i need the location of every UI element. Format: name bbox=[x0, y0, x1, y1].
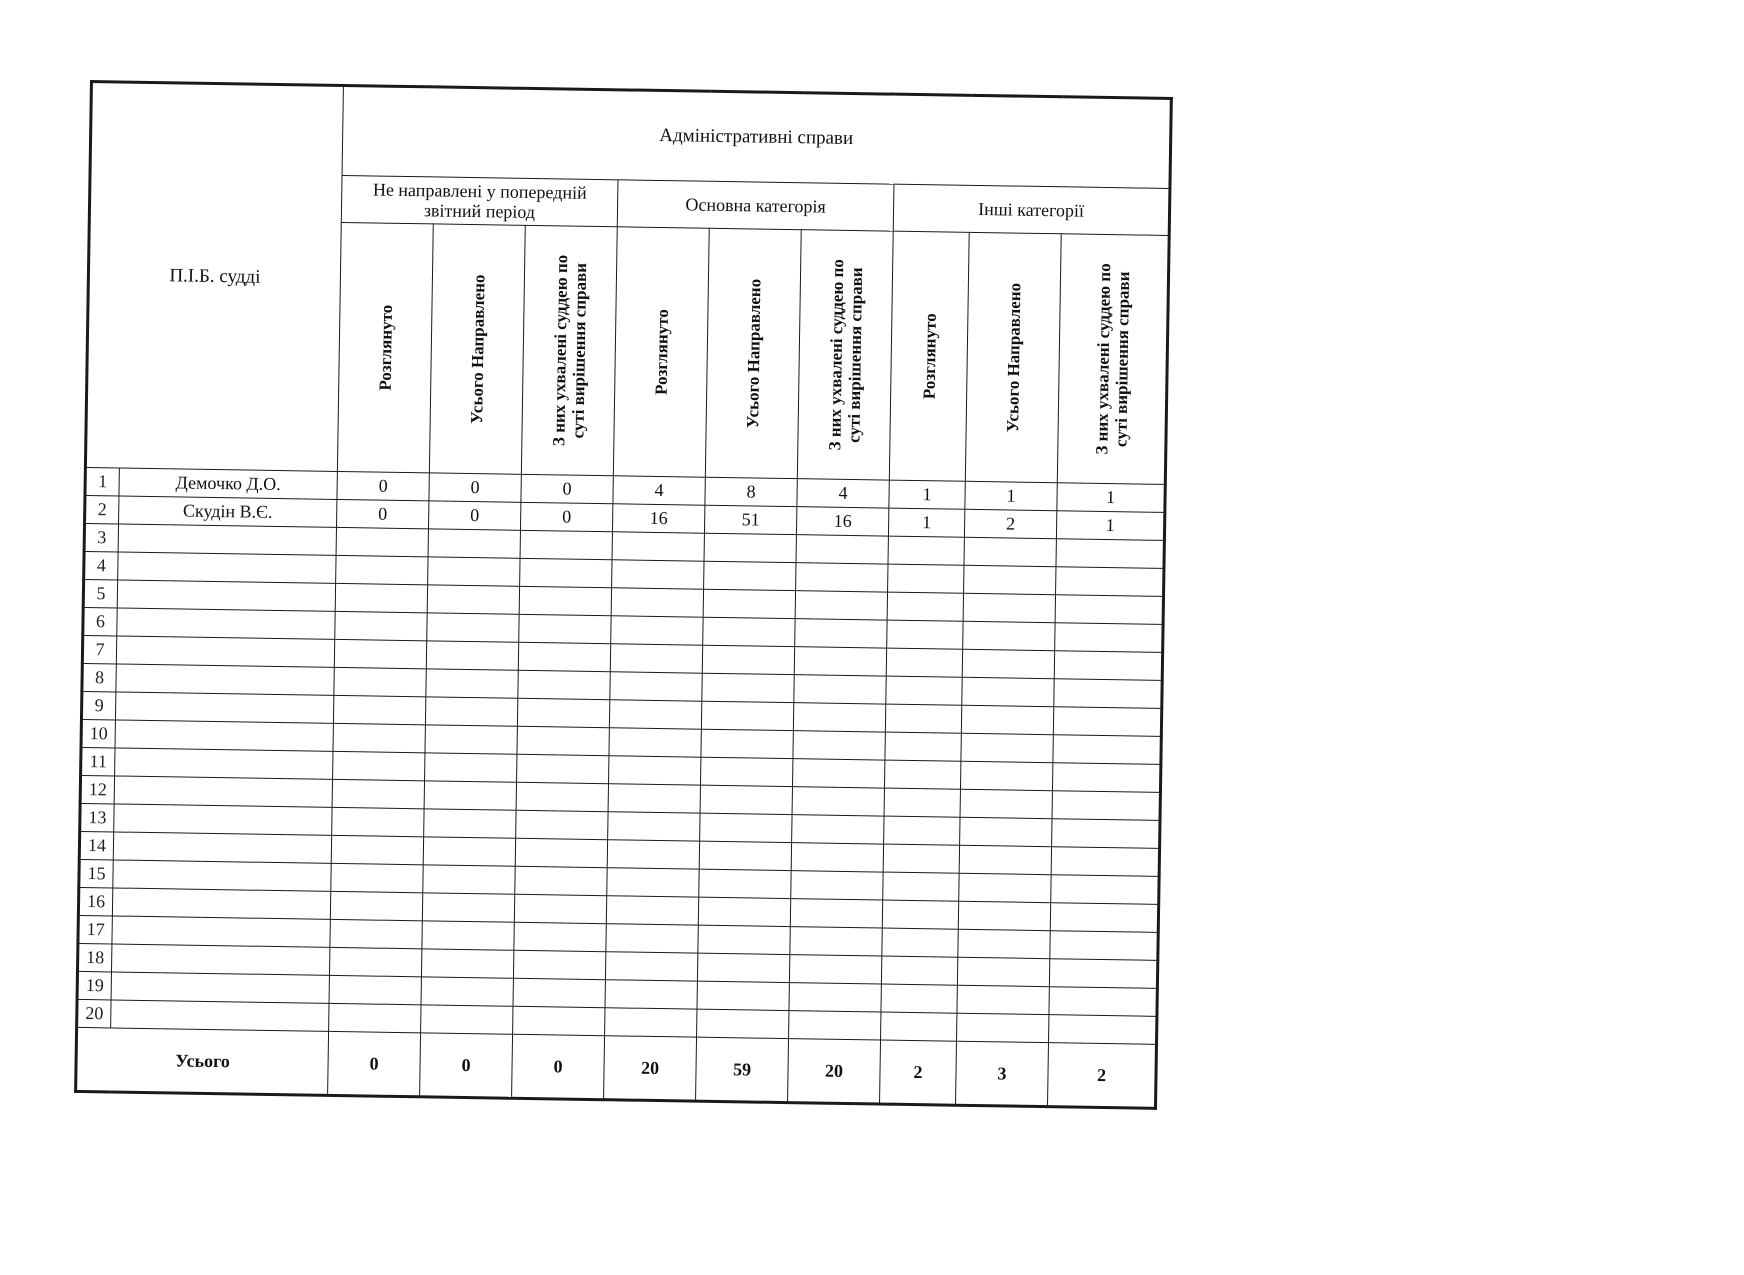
value-cell bbox=[794, 675, 886, 704]
value-cell bbox=[425, 725, 517, 754]
value-cell bbox=[963, 593, 1055, 622]
value-cell bbox=[1051, 875, 1160, 905]
value-cell bbox=[1053, 707, 1162, 737]
value-cell bbox=[329, 947, 421, 976]
value-cell bbox=[611, 588, 703, 617]
value-cell bbox=[425, 697, 517, 726]
value-cell bbox=[336, 527, 428, 556]
judge-name-cell bbox=[114, 776, 332, 807]
judge-name-cell bbox=[116, 664, 334, 695]
value-cell bbox=[957, 1013, 1049, 1042]
admin-cases-table bbox=[74, 80, 1173, 1110]
value-cell bbox=[519, 586, 611, 615]
value-cell bbox=[605, 980, 697, 1009]
value-cell: 1 bbox=[1056, 511, 1165, 541]
value-cell bbox=[329, 1003, 421, 1032]
value-cell bbox=[610, 644, 702, 673]
value-cell bbox=[796, 535, 888, 564]
value-cell: 1 bbox=[1057, 483, 1166, 513]
value-cell bbox=[424, 809, 516, 838]
value-cell bbox=[330, 919, 422, 948]
row-number: 2 bbox=[85, 495, 119, 524]
value-cell bbox=[887, 620, 963, 649]
value-cell: 8 bbox=[705, 477, 797, 506]
row-number: 15 bbox=[79, 859, 113, 888]
value-cell bbox=[422, 921, 514, 950]
value-cell bbox=[963, 621, 1055, 650]
column-header bbox=[1057, 234, 1169, 485]
column-header bbox=[705, 228, 801, 478]
value-cell bbox=[515, 866, 607, 895]
value-cell bbox=[960, 817, 1052, 846]
value-cell bbox=[958, 901, 1050, 930]
value-cell: 16 bbox=[796, 507, 888, 536]
value-cell: 4 bbox=[797, 479, 889, 508]
value-cell bbox=[612, 532, 704, 561]
value-cell bbox=[883, 844, 959, 873]
value-cell bbox=[885, 732, 961, 761]
value-cell bbox=[520, 530, 612, 559]
value-cell bbox=[701, 729, 793, 758]
value-cell bbox=[790, 927, 882, 956]
value-cell bbox=[335, 583, 427, 612]
value-cell bbox=[704, 561, 796, 590]
value-cell bbox=[332, 807, 424, 836]
value-cell bbox=[794, 647, 886, 676]
judge-name-cell: Скудін В.Є. bbox=[119, 496, 337, 527]
row-number: 17 bbox=[78, 915, 112, 944]
value-cell bbox=[1052, 791, 1161, 821]
column-header bbox=[337, 222, 433, 472]
column-header bbox=[521, 225, 617, 475]
judge-name-cell bbox=[118, 552, 336, 583]
total-value-cell: 0 bbox=[420, 1033, 513, 1098]
value-cell bbox=[962, 649, 1054, 678]
main-title-header: Адміністративні справи bbox=[342, 85, 1171, 188]
value-cell bbox=[335, 611, 427, 640]
value-cell bbox=[792, 815, 884, 844]
total-label: Усього bbox=[76, 1027, 329, 1095]
total-value-cell: 20 bbox=[604, 1036, 697, 1101]
value-cell bbox=[795, 591, 887, 620]
value-cell bbox=[958, 929, 1050, 958]
value-cell bbox=[697, 1009, 789, 1038]
column-header bbox=[429, 224, 525, 474]
total-value-cell: 2 bbox=[880, 1040, 957, 1105]
value-cell bbox=[515, 838, 607, 867]
row-number: 18 bbox=[77, 943, 111, 972]
value-cell bbox=[1053, 735, 1162, 765]
value-cell bbox=[702, 673, 794, 702]
row-number: 9 bbox=[81, 691, 115, 720]
value-cell bbox=[793, 731, 885, 760]
value-cell bbox=[961, 705, 1053, 734]
value-cell bbox=[792, 787, 884, 816]
total-value-cell: 0 bbox=[328, 1031, 421, 1096]
value-cell bbox=[610, 672, 702, 701]
judge-name-cell: Демочко Д.О. bbox=[119, 468, 337, 499]
value-cell bbox=[703, 617, 795, 646]
value-cell bbox=[513, 978, 605, 1007]
judge-name-cell bbox=[115, 692, 333, 723]
value-cell bbox=[964, 537, 1056, 566]
column-header-label: Розглянуто bbox=[375, 304, 396, 391]
value-cell bbox=[1052, 819, 1161, 849]
value-cell bbox=[427, 613, 519, 642]
value-cell bbox=[605, 952, 697, 981]
value-cell bbox=[960, 761, 1052, 790]
judge-name-cell bbox=[115, 720, 333, 751]
value-cell bbox=[330, 891, 422, 920]
report-sheet bbox=[74, 80, 1170, 1110]
value-cell bbox=[426, 641, 518, 670]
value-cell bbox=[605, 1008, 697, 1037]
value-cell bbox=[517, 754, 609, 783]
value-cell bbox=[334, 639, 426, 668]
value-cell bbox=[606, 924, 698, 953]
group-header-not-sent: Не направлені у попередній звітний період bbox=[341, 175, 618, 226]
value-cell bbox=[1052, 763, 1161, 793]
value-cell bbox=[514, 894, 606, 923]
value-cell bbox=[699, 841, 791, 870]
value-cell bbox=[697, 953, 789, 982]
value-cell bbox=[888, 564, 964, 593]
value-cell bbox=[1050, 931, 1159, 961]
value-cell bbox=[520, 558, 612, 587]
value-cell bbox=[957, 985, 1049, 1014]
value-cell bbox=[1056, 567, 1165, 597]
value-cell bbox=[881, 1012, 957, 1041]
row-number: 6 bbox=[83, 607, 117, 636]
value-cell: 0 bbox=[520, 502, 612, 531]
row-number: 14 bbox=[79, 831, 113, 860]
value-cell: 1 bbox=[889, 480, 965, 509]
value-cell bbox=[606, 896, 698, 925]
value-cell: 0 bbox=[521, 474, 613, 503]
value-cell bbox=[959, 845, 1051, 874]
value-cell bbox=[1049, 987, 1158, 1017]
value-cell bbox=[700, 785, 792, 814]
value-cell bbox=[957, 957, 1049, 986]
column-header bbox=[613, 227, 709, 477]
value-cell bbox=[789, 955, 881, 984]
value-cell bbox=[333, 723, 425, 752]
table-header bbox=[85, 82, 1171, 485]
value-cell bbox=[792, 759, 884, 788]
value-cell bbox=[881, 956, 957, 985]
judge-name-cell bbox=[117, 608, 335, 639]
column-header-label: Усього Направлено bbox=[742, 278, 764, 429]
value-cell bbox=[427, 585, 519, 614]
column-header-label: Усього Направлено bbox=[466, 274, 488, 424]
value-cell bbox=[609, 756, 701, 785]
value-cell bbox=[960, 789, 1052, 818]
value-cell bbox=[697, 981, 789, 1010]
table-body bbox=[77, 467, 1166, 1044]
value-cell bbox=[703, 589, 795, 618]
value-cell: 0 bbox=[428, 501, 520, 530]
value-cell bbox=[698, 897, 790, 926]
value-cell bbox=[516, 810, 608, 839]
value-cell bbox=[609, 700, 701, 729]
value-cell bbox=[428, 529, 520, 558]
value-cell: 0 bbox=[337, 471, 429, 500]
judge-name-cell bbox=[116, 636, 334, 667]
value-cell bbox=[422, 893, 514, 922]
judge-name-cell bbox=[113, 860, 331, 891]
value-cell bbox=[331, 835, 423, 864]
value-cell bbox=[698, 925, 790, 954]
value-cell bbox=[421, 977, 513, 1006]
judge-name-cell bbox=[111, 972, 329, 1003]
value-cell bbox=[514, 922, 606, 951]
value-cell bbox=[513, 950, 605, 979]
total-value-cell: 59 bbox=[696, 1037, 789, 1102]
value-cell bbox=[791, 843, 883, 872]
column-header bbox=[965, 232, 1061, 482]
column-header-label: З них ухвалені суддею по суті вирішення справи bbox=[1092, 263, 1134, 455]
row-number: 1 bbox=[85, 467, 119, 496]
value-cell bbox=[700, 757, 792, 786]
value-cell bbox=[700, 813, 792, 842]
value-cell bbox=[701, 701, 793, 730]
value-cell bbox=[887, 592, 963, 621]
value-cell: 0 bbox=[337, 499, 429, 528]
value-cell bbox=[1055, 595, 1164, 625]
value-cell bbox=[1050, 903, 1159, 933]
judge-name-cell bbox=[111, 944, 329, 975]
value-cell bbox=[791, 871, 883, 900]
value-cell bbox=[962, 677, 1054, 706]
value-cell bbox=[334, 667, 426, 696]
judge-name-cell bbox=[118, 524, 336, 555]
value-cell bbox=[882, 900, 958, 929]
group-header-other-categories: Інші категорії bbox=[893, 184, 1170, 235]
row-number: 19 bbox=[77, 971, 111, 1000]
value-cell bbox=[425, 753, 517, 782]
column-header bbox=[889, 231, 969, 481]
value-cell bbox=[1056, 539, 1165, 569]
value-cell bbox=[795, 619, 887, 648]
value-cell: 1 bbox=[965, 481, 1057, 510]
column-header-label: Усього Направлено bbox=[1002, 282, 1024, 433]
value-cell bbox=[886, 648, 962, 677]
value-cell bbox=[607, 840, 699, 869]
value-cell bbox=[1055, 623, 1164, 653]
value-cell bbox=[421, 1005, 513, 1034]
judge-name-cell bbox=[114, 804, 332, 835]
value-cell bbox=[608, 784, 700, 813]
value-cell bbox=[423, 837, 515, 866]
value-cell bbox=[885, 704, 961, 733]
value-cell bbox=[884, 788, 960, 817]
value-cell bbox=[1054, 679, 1163, 709]
judge-name-cell bbox=[117, 580, 335, 611]
value-cell: 2 bbox=[964, 509, 1056, 538]
value-cell bbox=[423, 865, 515, 894]
value-cell bbox=[517, 726, 609, 755]
column-header-label: Розглянуто bbox=[919, 313, 940, 400]
total-value-cell: 20 bbox=[788, 1039, 881, 1104]
value-cell bbox=[796, 563, 888, 592]
row-number: 5 bbox=[83, 579, 117, 608]
judge-name-cell bbox=[111, 1000, 329, 1031]
value-cell bbox=[790, 899, 882, 928]
row-number: 8 bbox=[82, 663, 116, 692]
column-header-label: З них ухвалені суддею по суті вирішення справи bbox=[548, 254, 590, 447]
value-cell bbox=[428, 557, 520, 586]
row-number: 11 bbox=[81, 747, 115, 776]
value-cell bbox=[789, 1011, 881, 1040]
value-cell: 0 bbox=[429, 473, 521, 502]
value-cell bbox=[964, 565, 1056, 594]
column-header-label: З них ухвалені суддею по суті вирішення справи bbox=[824, 258, 866, 451]
value-cell bbox=[519, 614, 611, 643]
group-header-main-category: Основна категорія bbox=[617, 180, 894, 231]
value-cell bbox=[884, 760, 960, 789]
row-number: 12 bbox=[80, 775, 114, 804]
value-cell bbox=[426, 669, 518, 698]
judge-name-cell bbox=[112, 916, 330, 947]
value-cell bbox=[336, 555, 428, 584]
value-cell bbox=[333, 751, 425, 780]
value-cell bbox=[793, 703, 885, 732]
value-cell bbox=[1049, 959, 1158, 989]
value-cell bbox=[513, 1006, 605, 1035]
value-cell bbox=[333, 695, 425, 724]
value-cell: 4 bbox=[613, 476, 705, 505]
value-cell: 1 bbox=[888, 508, 964, 537]
value-cell bbox=[789, 983, 881, 1012]
judge-name-cell bbox=[113, 832, 331, 863]
judge-name-cell bbox=[115, 748, 333, 779]
column-header-label: Розглянуто bbox=[651, 308, 672, 396]
value-cell bbox=[607, 868, 699, 897]
total-value-cell: 3 bbox=[956, 1041, 1049, 1106]
row-number: 20 bbox=[77, 999, 111, 1028]
total-value-cell: 0 bbox=[512, 1034, 605, 1099]
value-cell bbox=[959, 873, 1051, 902]
row-number: 3 bbox=[84, 523, 118, 552]
judge-name-header: П.І.Б. судді bbox=[85, 82, 343, 472]
value-cell bbox=[329, 975, 421, 1004]
row-number: 10 bbox=[81, 719, 115, 748]
value-cell bbox=[961, 733, 1053, 762]
row-number: 16 bbox=[78, 887, 112, 916]
value-cell bbox=[882, 928, 958, 957]
value-cell bbox=[883, 872, 959, 901]
value-cell bbox=[424, 781, 516, 810]
value-cell bbox=[421, 949, 513, 978]
value-cell bbox=[888, 536, 964, 565]
value-cell bbox=[612, 560, 704, 589]
row-number: 13 bbox=[80, 803, 114, 832]
value-cell bbox=[881, 984, 957, 1013]
row-number: 4 bbox=[84, 551, 118, 580]
value-cell bbox=[1054, 651, 1163, 681]
value-cell bbox=[608, 812, 700, 841]
value-cell bbox=[611, 616, 703, 645]
value-cell bbox=[331, 863, 423, 892]
value-cell bbox=[332, 779, 424, 808]
total-value-cell: 2 bbox=[1047, 1043, 1156, 1109]
column-header bbox=[797, 230, 893, 480]
value-cell bbox=[702, 645, 794, 674]
value-cell bbox=[609, 728, 701, 757]
value-cell bbox=[699, 869, 791, 898]
value-cell bbox=[704, 533, 796, 562]
value-cell bbox=[518, 670, 610, 699]
row-number: 7 bbox=[82, 635, 116, 664]
value-cell bbox=[518, 642, 610, 671]
value-cell: 16 bbox=[612, 504, 704, 533]
value-cell bbox=[516, 782, 608, 811]
judge-name-cell bbox=[112, 888, 330, 919]
value-cell bbox=[884, 816, 960, 845]
value-cell bbox=[1051, 847, 1160, 877]
value-cell bbox=[886, 676, 962, 705]
value-cell bbox=[1048, 1015, 1157, 1045]
value-cell bbox=[517, 698, 609, 727]
value-cell: 51 bbox=[704, 505, 796, 534]
